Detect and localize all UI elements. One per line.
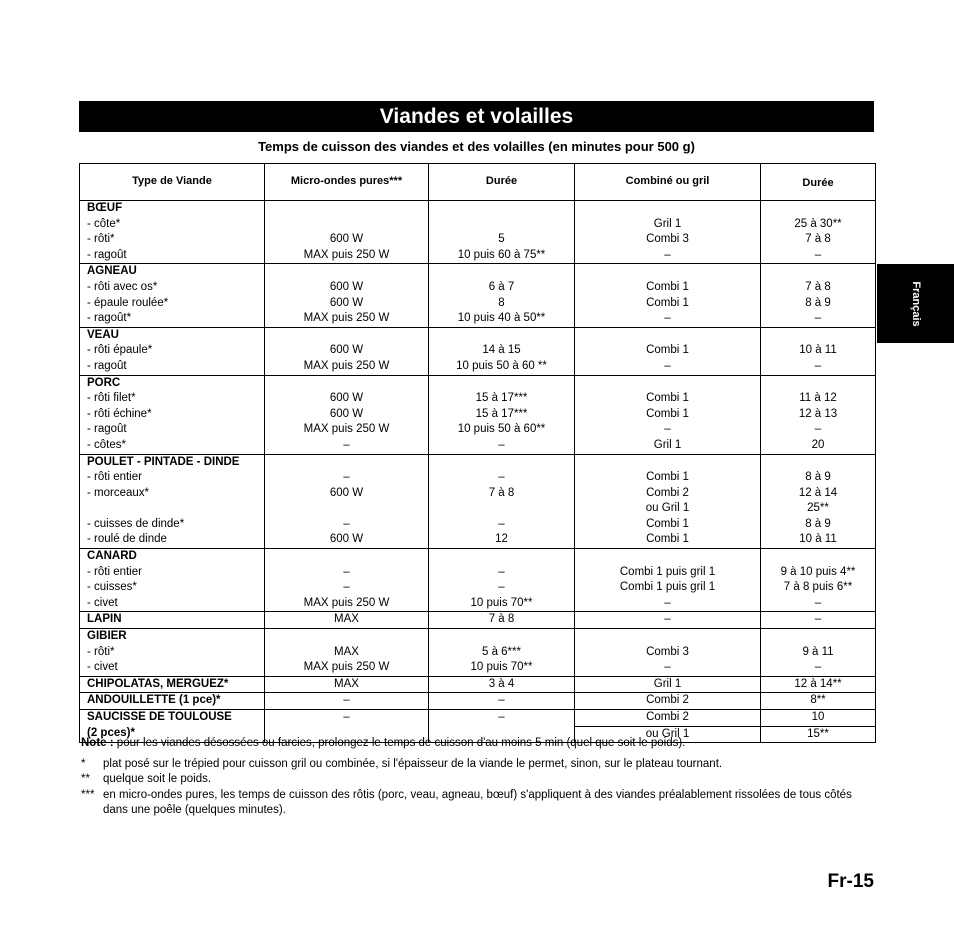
- footnote: [81, 757, 876, 773]
- meat-type-cell: - rôti épaule*: [80, 343, 265, 359]
- microwave-cell: MAX puis 250 W: [265, 311, 429, 327]
- combined-duration-cell: 12 à 13: [761, 407, 876, 423]
- table-row: [80, 296, 876, 312]
- header-combined-grill: Combiné ou gril: [575, 164, 761, 201]
- combined-duration-cell: –: [761, 359, 876, 375]
- microwave-cell: MAX puis 250 W: [265, 359, 429, 375]
- combined-duration-cell: 9 à 10 puis 4**: [761, 565, 876, 581]
- microwave-duration-cell: [429, 217, 575, 233]
- table-row: [80, 343, 876, 359]
- meat-type-cell: - épaule roulée*: [80, 296, 265, 312]
- footnote-text: en micro-ondes pures, les temps de cuisson des rôtis (porc, veau, agneau, bœuf) s'appliquent à des viandes préalablement rissolées de tous côtés dans une poêle (quelques minutes).: [103, 788, 852, 817]
- combined-cell: Combi 1: [575, 296, 761, 312]
- combined-duration-cell: 7 à 8 puis 6**: [761, 580, 876, 596]
- table-row: [80, 248, 876, 264]
- table-row: [80, 264, 876, 280]
- note-text: pour les viandes désossées ou farcies, prolongez le temps de cuisson d'au moins 5 min (quel que soit le poids).: [116, 737, 686, 749]
- meat-type-cell: CHIPOLATAS, MERGUEZ*: [80, 676, 265, 693]
- combined-duration-cell: [761, 201, 876, 217]
- microwave-cell: 600 W: [265, 391, 429, 407]
- meat-type-cell: - cuisses de dinde*: [80, 517, 265, 533]
- microwave-cell: [265, 549, 429, 565]
- meat-type-cell: ANDOUILLETTE (1 pce)*: [80, 693, 265, 710]
- microwave-duration-cell: 5 à 6***: [429, 645, 575, 661]
- table-row: [80, 486, 876, 502]
- footnote-text: quelque soit le poids.: [103, 773, 212, 786]
- combined-cell: –: [575, 612, 761, 629]
- microwave-duration-cell: 15 à 17***: [429, 391, 575, 407]
- combined-cell: [575, 264, 761, 280]
- page-title: Viandes et volailles: [79, 101, 874, 132]
- combined-duration-cell: 15**: [761, 726, 876, 743]
- meat-type-cell: - morceaux*: [80, 486, 265, 502]
- microwave-duration-cell: [429, 375, 575, 391]
- combined-duration-cell: –: [761, 612, 876, 629]
- microwave-duration-cell: –: [429, 438, 575, 454]
- combined-duration-cell: 12 à 14**: [761, 676, 876, 693]
- meat-type-cell: LAPIN: [80, 612, 265, 629]
- table-row: [80, 710, 876, 727]
- microwave-duration-cell: [429, 264, 575, 280]
- combined-duration-cell: 10 à 11: [761, 343, 876, 359]
- combined-cell: Combi 2: [575, 486, 761, 502]
- microwave-cell: [265, 264, 429, 280]
- microwave-cell: MAX: [265, 676, 429, 693]
- table-row: [80, 232, 876, 248]
- microwave-duration-cell: 10 puis 50 à 60**: [429, 422, 575, 438]
- header-microwave: Micro-ondes pures***: [265, 164, 429, 201]
- meat-type-cell: - cuisses*: [80, 580, 265, 596]
- microwave-duration-cell: 10 puis 40 à 50**: [429, 311, 575, 327]
- meat-type-cell: - rôti avec os*: [80, 280, 265, 296]
- combined-cell: Combi 1: [575, 391, 761, 407]
- microwave-duration-cell: –: [429, 470, 575, 486]
- microwave-cell: –: [265, 710, 429, 727]
- header-meat-type: Type de Viande: [80, 164, 265, 201]
- microwave-cell: 600 W: [265, 532, 429, 548]
- microwave-cell: [265, 201, 429, 217]
- note-label: Note :: [81, 737, 114, 749]
- table-row: [80, 517, 876, 533]
- microwave-duration-cell: –: [429, 565, 575, 581]
- combined-cell: Combi 2: [575, 693, 761, 710]
- note: [81, 736, 876, 752]
- meat-type-cell: AGNEAU: [80, 264, 265, 280]
- microwave-duration-cell: 15 à 17***: [429, 407, 575, 423]
- microwave-cell: MAX puis 250 W: [265, 248, 429, 264]
- microwave-cell: –: [265, 470, 429, 486]
- microwave-duration-cell: [429, 501, 575, 517]
- meat-type-cell: POULET - PINTADE - DINDE: [80, 454, 265, 470]
- combined-duration-cell: [761, 327, 876, 343]
- table-row: [80, 660, 876, 676]
- microwave-duration-cell: –: [429, 693, 575, 710]
- microwave-cell: 600 W: [265, 486, 429, 502]
- microwave-duration-cell: 3 à 4: [429, 676, 575, 693]
- header-duration-microwave: Durée: [429, 164, 575, 201]
- microwave-cell: –: [265, 438, 429, 454]
- combined-cell: Combi 2: [575, 710, 761, 727]
- combined-duration-cell: 8 à 9: [761, 296, 876, 312]
- microwave-duration-cell: –: [429, 517, 575, 533]
- combined-cell: Combi 1: [575, 343, 761, 359]
- table-row: [80, 693, 876, 710]
- table-row: [80, 375, 876, 391]
- microwave-duration-cell: 10 puis 50 à 60 **: [429, 359, 575, 375]
- footnote: [81, 772, 876, 788]
- page-number: Fr-15: [827, 871, 874, 892]
- microwave-duration-cell: 5: [429, 232, 575, 248]
- table-body: [80, 201, 876, 743]
- microwave-cell: MAX: [265, 645, 429, 661]
- table-row: [80, 645, 876, 661]
- combined-duration-cell: 25 à 30**: [761, 217, 876, 233]
- microwave-cell: –: [265, 580, 429, 596]
- combined-cell: Combi 1: [575, 407, 761, 423]
- combined-duration-cell: 9 à 11: [761, 645, 876, 661]
- meat-type-cell: - rôti*: [80, 232, 265, 248]
- combined-cell: Combi 3: [575, 232, 761, 248]
- microwave-cell: MAX: [265, 612, 429, 629]
- table-row: [80, 580, 876, 596]
- microwave-cell: 600 W: [265, 280, 429, 296]
- microwave-duration-cell: 6 à 7: [429, 280, 575, 296]
- combined-cell: –: [575, 311, 761, 327]
- microwave-cell: 600 W: [265, 343, 429, 359]
- microwave-duration-cell: –: [429, 710, 575, 727]
- footnote-mark: ***: [81, 788, 95, 801]
- table-row: [80, 391, 876, 407]
- table-row: [80, 676, 876, 693]
- table-row: [80, 327, 876, 343]
- meat-type-cell: - ragoût: [80, 359, 265, 375]
- table-row: [80, 280, 876, 296]
- table-subtitle: Temps de cuisson des viandes et des volailles (en minutes pour 500 g): [258, 139, 695, 154]
- combined-duration-cell: 8 à 9: [761, 470, 876, 486]
- meat-type-cell: - rôti échine*: [80, 407, 265, 423]
- combined-duration-cell: –: [761, 422, 876, 438]
- combined-duration-cell: 8**: [761, 693, 876, 710]
- combined-cell: [575, 327, 761, 343]
- footnote-mark: *: [81, 757, 86, 770]
- meat-type-cell: - ragoût*: [80, 311, 265, 327]
- footnote-mark: **: [81, 773, 90, 786]
- combined-duration-cell: 7 à 8: [761, 280, 876, 296]
- microwave-cell: 600 W: [265, 232, 429, 248]
- table-header-row: [80, 164, 876, 201]
- combined-duration-cell: [761, 549, 876, 565]
- table-row: [80, 217, 876, 233]
- microwave-cell: [265, 217, 429, 233]
- combined-cell: –: [575, 248, 761, 264]
- combined-duration-cell: 7 à 8: [761, 232, 876, 248]
- microwave-duration-cell: 12: [429, 532, 575, 548]
- combined-cell: Combi 1: [575, 532, 761, 548]
- meat-type-cell: - roulé de dinde: [80, 532, 265, 548]
- meat-type-cell: - rôti*: [80, 645, 265, 661]
- meat-type-cell: CANARD: [80, 549, 265, 565]
- combined-cell: Combi 1: [575, 517, 761, 533]
- footnote: [81, 788, 876, 819]
- combined-duration-cell: 8 à 9: [761, 517, 876, 533]
- combined-cell: Gril 1: [575, 217, 761, 233]
- table-row: [80, 629, 876, 645]
- combined-duration-cell: 11 à 12: [761, 391, 876, 407]
- combined-duration-cell: 20: [761, 438, 876, 454]
- combined-cell: Combi 1 puis gril 1: [575, 565, 761, 581]
- combined-cell: ou Gril 1: [575, 726, 761, 743]
- combined-duration-cell: –: [761, 660, 876, 676]
- combined-cell: Combi 1 puis gril 1: [575, 580, 761, 596]
- microwave-cell: [265, 501, 429, 517]
- combined-cell: –: [575, 660, 761, 676]
- microwave-cell: MAX puis 250 W: [265, 660, 429, 676]
- combined-duration-cell: [761, 454, 876, 470]
- combined-cell: Combi 1: [575, 280, 761, 296]
- microwave-duration-cell: 10 puis 60 à 75**: [429, 248, 575, 264]
- combined-cell: Combi 1: [575, 470, 761, 486]
- table-row: [80, 422, 876, 438]
- combined-duration-cell: 10: [761, 710, 876, 727]
- header-duration-combined: Durée: [761, 164, 876, 201]
- meat-type-cell: (2 pces)*: [80, 726, 265, 743]
- combined-duration-cell: –: [761, 311, 876, 327]
- combined-cell: [575, 629, 761, 645]
- microwave-duration-cell: [429, 327, 575, 343]
- table-row: [80, 549, 876, 565]
- microwave-cell: MAX puis 250 W: [265, 422, 429, 438]
- meat-type-cell: BŒUF: [80, 201, 265, 217]
- combined-cell: [575, 549, 761, 565]
- meat-type-cell: - civet: [80, 660, 265, 676]
- microwave-cell: –: [265, 693, 429, 710]
- microwave-cell: –: [265, 517, 429, 533]
- microwave-duration-cell: [429, 454, 575, 470]
- combined-cell: –: [575, 422, 761, 438]
- microwave-duration-cell: [429, 549, 575, 565]
- combined-cell: [575, 454, 761, 470]
- combined-cell: –: [575, 359, 761, 375]
- table-row: [80, 311, 876, 327]
- meat-type-cell: VEAU: [80, 327, 265, 343]
- combined-cell: Gril 1: [575, 676, 761, 693]
- meat-type-cell: - civet: [80, 596, 265, 612]
- combined-duration-cell: [761, 629, 876, 645]
- microwave-cell: 600 W: [265, 407, 429, 423]
- meat-type-cell: - rôti entier: [80, 565, 265, 581]
- microwave-duration-cell: 8: [429, 296, 575, 312]
- combined-duration-cell: 10 à 11: [761, 532, 876, 548]
- combined-cell: Combi 3: [575, 645, 761, 661]
- language-side-tab-label: Français: [909, 280, 922, 327]
- table-row: [80, 501, 876, 517]
- meat-type-cell: PORC: [80, 375, 265, 391]
- table-row: [80, 596, 876, 612]
- table-row: [80, 454, 876, 470]
- microwave-duration-cell: 10 puis 70**: [429, 596, 575, 612]
- combined-duration-cell: 25**: [761, 501, 876, 517]
- meat-type-cell: - ragoût: [80, 248, 265, 264]
- combined-cell: ou Gril 1: [575, 501, 761, 517]
- meat-type-cell: - ragoût: [80, 422, 265, 438]
- combined-cell: –: [575, 596, 761, 612]
- meat-type-cell: SAUCISSE DE TOULOUSE: [80, 710, 265, 727]
- meat-type-cell: - rôti filet*: [80, 391, 265, 407]
- combined-duration-cell: –: [761, 596, 876, 612]
- combined-cell: [575, 201, 761, 217]
- microwave-duration-cell: 7 à 8: [429, 612, 575, 629]
- meat-type-cell: - côte*: [80, 217, 265, 233]
- table-row: [80, 470, 876, 486]
- notes-section: [81, 736, 876, 819]
- microwave-cell: MAX puis 250 W: [265, 596, 429, 612]
- table-row: [80, 407, 876, 423]
- table-row: [80, 612, 876, 629]
- meat-type-cell: - rôti entier: [80, 470, 265, 486]
- language-side-tab: [877, 264, 954, 343]
- microwave-duration-cell: 14 à 15: [429, 343, 575, 359]
- cooking-times-table: [79, 163, 876, 743]
- table-row: [80, 565, 876, 581]
- table-row: [80, 532, 876, 548]
- microwave-cell: –: [265, 565, 429, 581]
- microwave-duration-cell: [429, 629, 575, 645]
- microwave-duration-cell: 10 puis 70**: [429, 660, 575, 676]
- microwave-duration-cell: –: [429, 580, 575, 596]
- microwave-cell: [265, 327, 429, 343]
- microwave-duration-cell: [429, 201, 575, 217]
- microwave-duration-cell: 7 à 8: [429, 486, 575, 502]
- microwave-cell: [265, 375, 429, 391]
- table-row: [80, 359, 876, 375]
- combined-duration-cell: 12 à 14: [761, 486, 876, 502]
- microwave-cell: 600 W: [265, 296, 429, 312]
- meat-type-cell: - côtes*: [80, 438, 265, 454]
- table-row: [80, 201, 876, 217]
- combined-duration-cell: [761, 375, 876, 391]
- table-row: [80, 438, 876, 454]
- microwave-cell: [265, 454, 429, 470]
- combined-cell: Gril 1: [575, 438, 761, 454]
- meat-type-cell: [80, 501, 265, 517]
- microwave-cell: [265, 629, 429, 645]
- footnote-text: plat posé sur le trépied pour cuisson gril ou combinée, si l'épaisseur de la viande le permet, sinon, sur le plateau tournant.: [103, 757, 723, 770]
- combined-duration-cell: [761, 264, 876, 280]
- combined-duration-cell: –: [761, 248, 876, 264]
- combined-cell: [575, 375, 761, 391]
- meat-type-cell: GIBIER: [80, 629, 265, 645]
